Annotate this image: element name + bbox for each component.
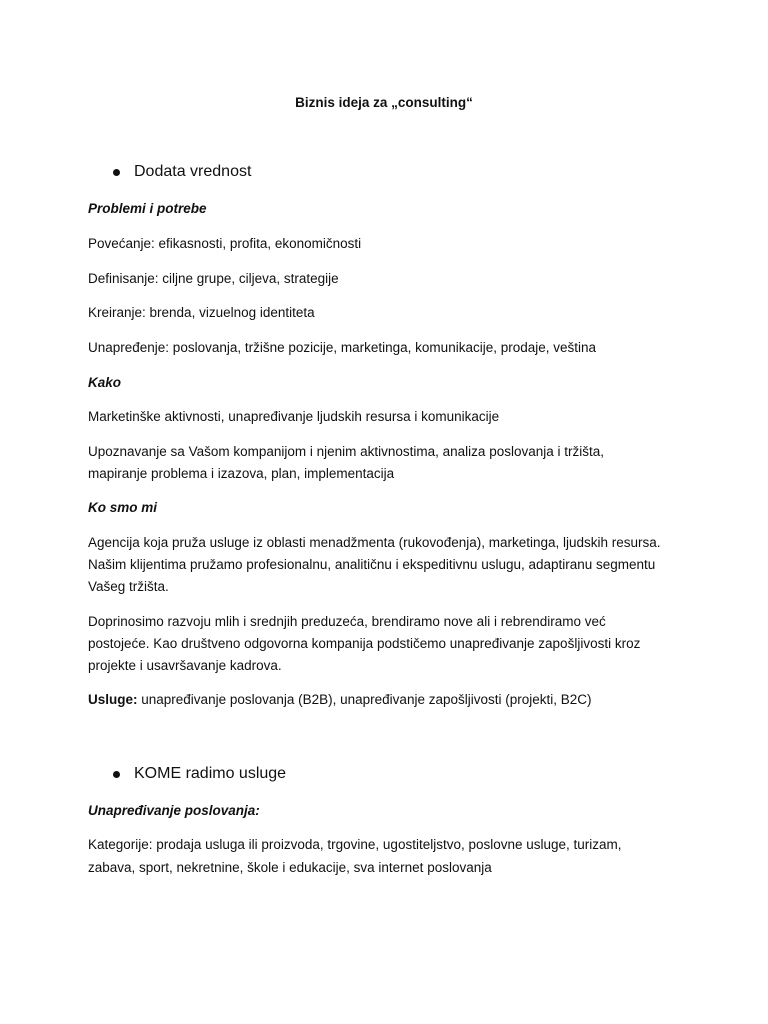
section-heading-kome: KOME radimo usluge [134, 765, 287, 782]
subheading-unapredjivanje: Unapređivanje poslovanja: [88, 803, 260, 818]
paragraph-doprinosimo-line3: projekte i usavršavanje kadrova. [88, 658, 282, 673]
usluge-text: unapređivanje poslovanja (B2B), unapređivanje zapošljivosti (projekti, B2C) [137, 692, 592, 707]
paragraph-upoznavanje-line1: Upoznavanje sa Vašom kompanijom i njenim aktivnostima, analiza poslovanja i tržišta, [88, 444, 604, 459]
paragraph-agencija-line3: Vašeg tržišta. [88, 579, 169, 594]
document-title: Biznis ideja za „consulting“ [295, 95, 473, 110]
subheading-problemi: Problemi i potrebe [88, 201, 207, 216]
paragraph-povecanje: Povećanje: efikasnosti, profita, ekonomičnosti [88, 236, 362, 251]
section-heading-dodata-vrednost: Dodata vrednost [134, 163, 252, 180]
paragraph-agencija-line1: Agencija koja pruža usluge iz oblasti menadžmenta (rukovođenja), marketinga, ljudskih resursa. [88, 535, 661, 550]
paragraph-upoznavanje-line2: mapiranje problema i izazova, plan, implementacija [88, 466, 395, 481]
subheading-ko-smo-mi: Ko smo mi [88, 500, 158, 515]
bullet-icon [113, 169, 120, 176]
subheading-kako: Kako [88, 375, 122, 390]
paragraph-definisanje: Definisanje: ciljne grupe, ciljeva, strategije [88, 271, 339, 286]
usluge-label: Usluge: [88, 692, 138, 707]
paragraph-kategorije-line1: Kategorije: prodaja usluga ili proizvoda, trgovine, ugostiteljstvo, poslovne usluge, turizam, [88, 837, 622, 852]
paragraph-doprinosimo-line2: postojeće. Kao društveno odgovorna kompanija podstičemo unapređivanje zapošljivosti kroz [88, 636, 641, 651]
paragraph-kreiranje: Kreiranje: brenda, vizuelnog identiteta [88, 305, 315, 320]
paragraph-agencija-line2: Našim klijentima pružamo profesionalnu, analitičnu i ekspeditivnu uslugu, adaptiranu segmentu [88, 557, 656, 572]
paragraph-kategorije-line2: zabava, sport, nekretnine, škole i edukacije, sva internet poslovanja [88, 860, 492, 875]
paragraph-marketinske: Marketinške aktivnosti, unapređivanje ljudskih resursa i komunikacije [88, 409, 500, 424]
paragraph-unapredjenje: Unapređenje: poslovanja, tržišne pozicije, marketinga, komunikacije, prodaje, veština [88, 340, 597, 355]
paragraph-usluge [88, 689, 592, 711]
paragraph-doprinosimo-line1: Doprinosimo razvoju mlih i srednjih preduzeća, brendiramo nove ali i rebrendiramo već [88, 614, 606, 629]
bullet-icon [113, 771, 120, 778]
